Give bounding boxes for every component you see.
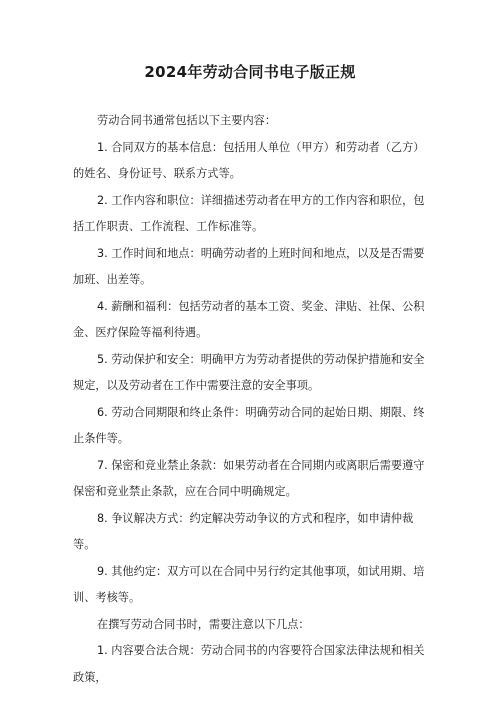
item-dispute-resolution: 8. 争议解决方式：约定解决劳动争议的方式和程序，如申请仲裁等。: [73, 511, 414, 551]
item-work-time-place: 3. 工作时间和地点：明确劳动者的上班时间和地点，以及是否需要加班、出差等。: [73, 246, 425, 286]
item-confidentiality: 7. 保密和竞业禁止条款：如果劳动者在合同期内或离职后需要遵守保密和竞业禁止条款，应在合同中明确规定。: [73, 458, 425, 498]
document-body: [73, 108, 429, 691]
item-job-content: 2. 工作内容和职位：详细描述劳动者在甲方的工作内容和职位，包括工作职责、工作流程、工作标准等。: [73, 193, 425, 233]
item-contract-term: 6. 劳动合同期限和终止条件：明确劳动合同的起始日期、期限、终止条件等。: [73, 405, 425, 445]
item-parties-info: 1. 合同双方的基本信息：包括用人单位（甲方）和劳动者（乙方）的姓名、身份证号、联系方式等。: [73, 140, 425, 180]
item-other-agreements: 9. 其他约定：双方可以在合同中另行约定其他事项，如试用期、培训、考核等。: [73, 564, 425, 604]
notes-intro-paragraph: 在撰写劳动合同书时，需要注意以下几点：: [97, 617, 310, 631]
item-labor-protection: 5. 劳动保护和安全：明确甲方为劳动者提供的劳动保护措施和安全规定，以及劳动者在工作中需要注意的安全事项。: [73, 352, 425, 392]
document-title: 2024年劳动合同书电子版正规: [144, 63, 356, 81]
item-salary-benefits: 4. 薪酬和福利：包括劳动者的基本工资、奖金、津贴、社保、公积金、医疗保险等福利待遇。: [73, 299, 425, 339]
note-legal-compliance: 1. 内容要合法合规：劳动合同书的内容要符合国家法律法规和相关政策，: [73, 644, 425, 684]
intro-paragraph: 劳动合同书通常包括以下主要内容：: [97, 114, 277, 127]
